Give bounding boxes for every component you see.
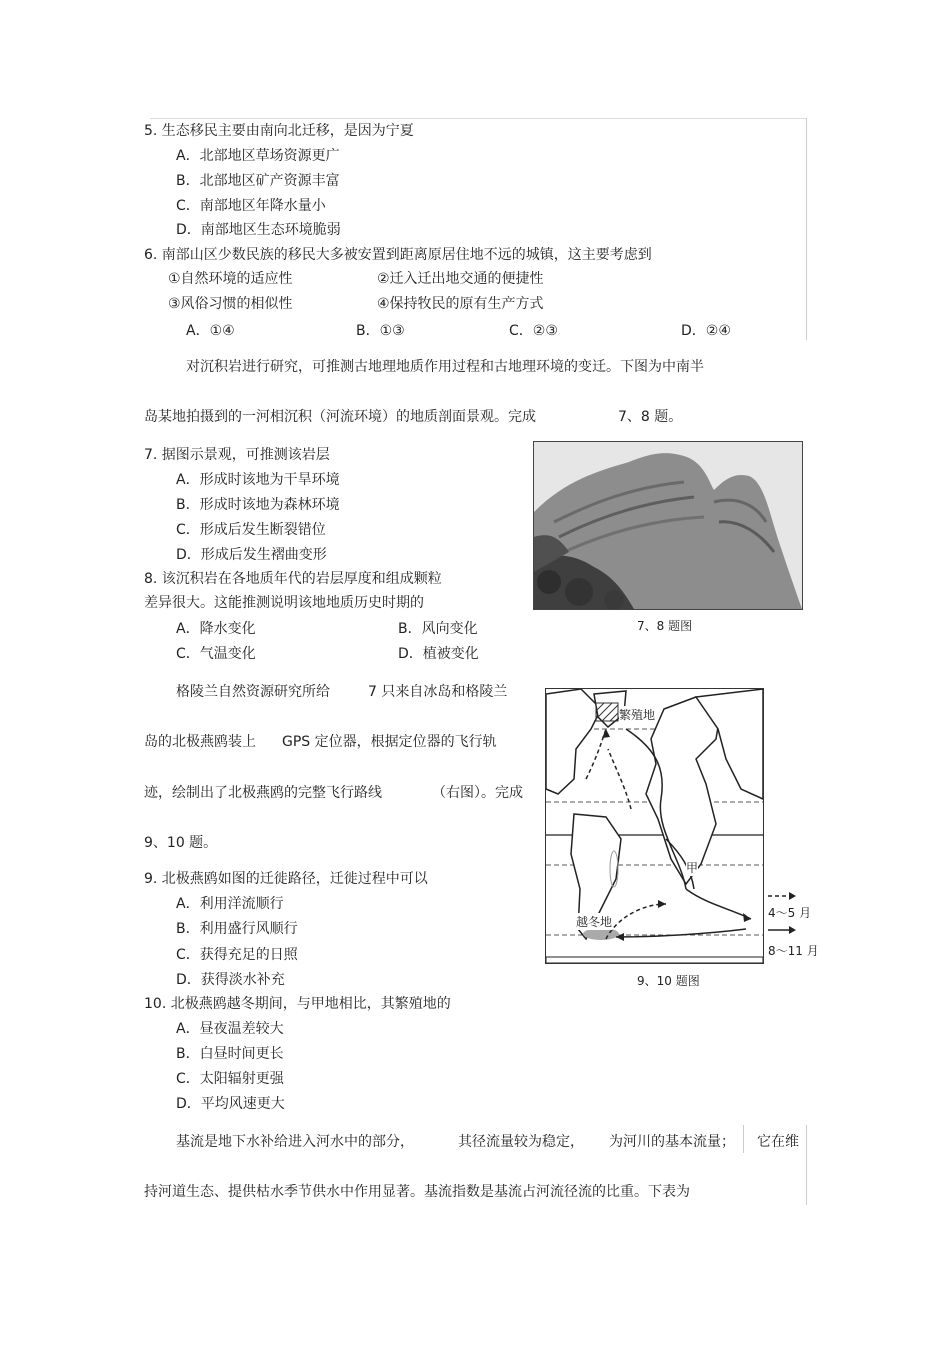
frame-line-right-bottom: [806, 1125, 807, 1205]
passage-9-10-line1b: 7 只来自冰岛和格陵兰: [368, 684, 508, 700]
q9-option-b: B．利用盛行风顺行: [176, 921, 298, 937]
q10-stem: 10. 北极燕鸥越冬期间，与甲地相比，其繁殖地的: [144, 996, 451, 1012]
passage-7-8-line2-tail: 7、8 题。: [618, 409, 683, 425]
q9-option-a: A．利用洋流顺行: [176, 896, 284, 912]
legend-dashed-label: 4～5 月: [768, 906, 812, 920]
q8-option-b: B．风向变化: [398, 621, 478, 637]
q6-option-a: A．①④: [186, 323, 235, 339]
q7-option-a: A．形成时该地为干旱环境: [176, 472, 340, 488]
q7-option-b: B．形成时该地为森林环境: [176, 497, 340, 513]
q7-stem: 7. 据图示景观，可推测该岩层: [144, 447, 330, 463]
passage-base-line1d: 它在维: [757, 1134, 799, 1150]
passage-9-10-line4: 9、10 题。: [144, 835, 218, 851]
map-caption: 9、10 题图: [637, 974, 700, 988]
rock-strata-photo: [533, 441, 803, 610]
migration-map: [545, 688, 764, 964]
q10-option-b: B．白昼时间更长: [176, 1046, 284, 1062]
passage-9-10-line3a: 迹，绘制出了北极燕鸥的完整飞行路线: [144, 785, 382, 801]
photo-caption: 7、8 题图: [637, 619, 693, 633]
q10-option-c: C．太阳辐射更强: [176, 1071, 284, 1087]
q6-stem: 6. 南部山区少数民族的移民大多被安置到距离原居住地不远的城镇，这主要考虑到: [144, 247, 652, 263]
map-label-breeding: 繁殖地: [619, 708, 656, 722]
q9-stem: 9. 北极燕鸥如图的迁徙路径，迁徙过程中可以: [144, 871, 428, 887]
q6-item-1: ①自然环境的适应性: [168, 271, 293, 287]
q6-option-c: C．②③: [509, 323, 558, 339]
q10-option-d: D．平均风速更大: [176, 1096, 285, 1112]
legend-solid-label: 8～11 月: [768, 944, 819, 958]
passage-base-line1b: 其径流量较为稳定，: [458, 1134, 584, 1150]
q5-stem: 5. 生态移民主要由南向北迁移，是因为宁夏: [144, 123, 414, 139]
q9-option-d: D．获得淡水补充: [176, 972, 285, 988]
q8-option-d: D．植被变化: [398, 646, 479, 662]
map-label-wintering: 越冬地: [576, 915, 613, 929]
q6-item-4: ④保持牧民的原有生产方式: [377, 296, 544, 312]
q7-option-d: D．形成后发生褶曲变形: [176, 547, 327, 563]
q6-item-2: ②迁入迁出地交通的便捷性: [377, 271, 544, 287]
passage-7-8-line2: 岛某地拍摄到的一河相沉积（河流环境）的地质剖面景观。完成: [144, 409, 536, 425]
q5-option-c: C．南部地区年降水量小: [176, 198, 326, 214]
frame-line-top: [150, 118, 806, 119]
passage-9-10-line2a: 岛的北极燕鸥装上: [144, 734, 256, 750]
passage-base-line1c: 为河川的基本流量；: [609, 1134, 735, 1150]
rock-strata-illustration: [534, 442, 802, 609]
q6-option-b: B．①③: [356, 323, 405, 339]
passage-base-line1a: 基流是地下水补给进入河水中的部分，: [176, 1134, 414, 1150]
q9-option-c: C．获得充足的日照: [176, 947, 298, 963]
passage-9-10-line1a: 格陵兰自然资源研究所给: [176, 684, 330, 700]
q8-stem-line2: 差异很大。这能推测说明该地地质历史时期的: [144, 595, 424, 611]
q5-option-a: A．北部地区草场资源更广: [176, 148, 340, 164]
map-label-jia: 甲: [686, 861, 699, 875]
q8-option-a: A．降水变化: [176, 621, 256, 637]
q7-option-c: C．形成后发生断裂错位: [176, 522, 326, 538]
q8-option-c: C．气温变化: [176, 646, 256, 662]
q6-item-3: ③风俗习惯的相似性: [168, 296, 293, 312]
q10-option-a: A．昼夜温差较大: [176, 1021, 284, 1037]
passage-7-8-line1: 对沉积岩进行研究，可推测古地理地质作用过程和古地理环境的变迁。下图为中南半: [186, 359, 704, 375]
passage-9-10-line3b: （右图）。完成: [432, 785, 523, 801]
q6-option-d: D．②④: [681, 323, 731, 339]
passage-9-10-line2b: GPS 定位器，根据定位器的飞行轨: [282, 734, 497, 750]
q5-option-b: B．北部地区矿产资源丰富: [176, 173, 340, 189]
frame-line-mid: [743, 1125, 744, 1153]
q8-stem-line1: 8. 该沉积岩在各地质年代的岩层厚度和组成颗粒: [144, 571, 442, 587]
frame-line-right-top: [806, 118, 807, 340]
passage-base-line2: 持河道生态、提供枯水季节供水中作用显著。基流指数是基流占河流径流的比重。下表为: [144, 1184, 690, 1200]
q5-option-d: D．南部地区生态环境脆弱: [176, 222, 341, 238]
